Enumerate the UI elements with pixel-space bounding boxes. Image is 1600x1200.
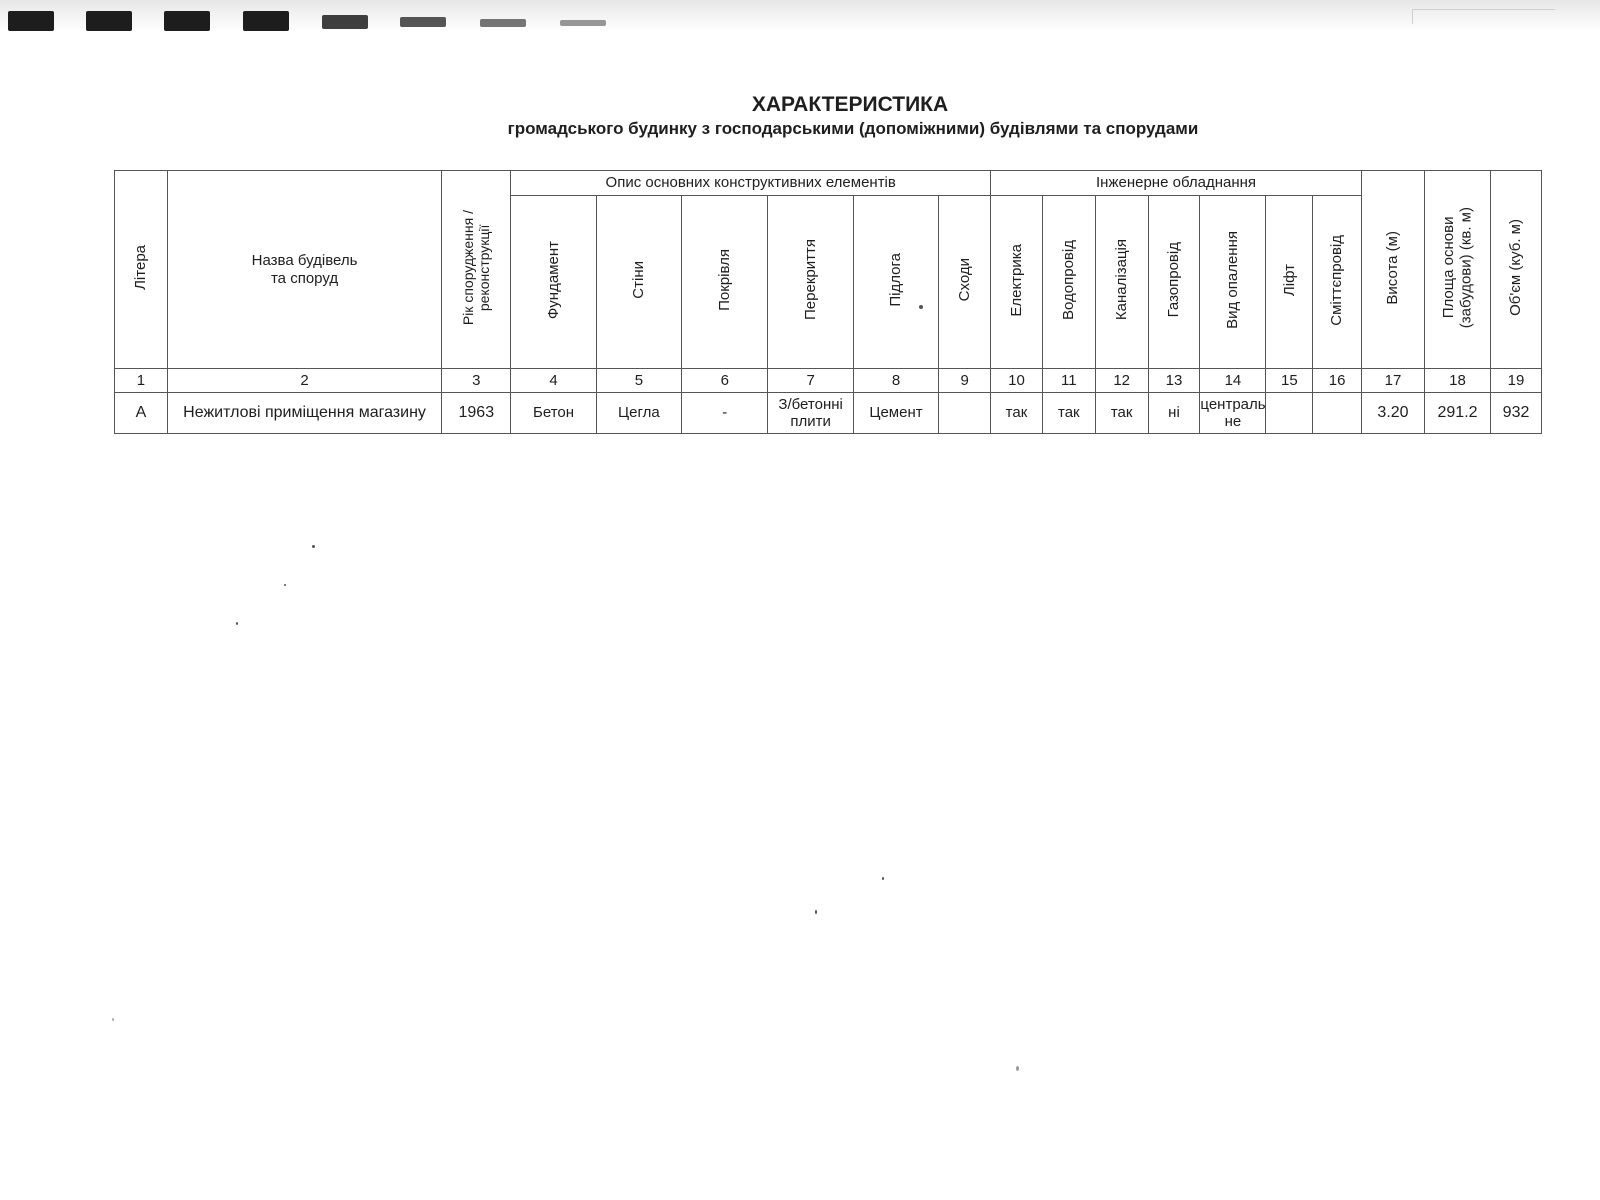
column-number: 10 (991, 369, 1043, 393)
scan-speck (919, 305, 923, 309)
header-lift: Ліфт (1266, 196, 1313, 369)
binding-hole (322, 15, 368, 29)
cell-name: Нежитлові приміщення магазину (167, 393, 441, 434)
column-number: 12 (1095, 369, 1148, 393)
column-number: 6 (682, 369, 768, 393)
column-number: 7 (768, 369, 853, 393)
column-number: 18 (1425, 369, 1491, 393)
cell-water: так (1042, 393, 1095, 434)
binding-hole (560, 20, 606, 26)
header-height: Висота (м) (1362, 171, 1425, 369)
scan-speck (1016, 1066, 1019, 1071)
scan-top-edge (0, 0, 1600, 32)
characteristics-table (114, 170, 1542, 434)
header-stairs: Сходи (939, 196, 991, 369)
cell-litera: А (115, 393, 168, 434)
header-foundation: Фундамент (511, 196, 596, 369)
scan-speck (312, 545, 315, 548)
cell-height: 3.20 (1362, 393, 1425, 434)
scan-speck (112, 1018, 114, 1021)
column-number: 14 (1200, 369, 1266, 393)
header-base-area: Площа основи (забудови) (кв. м) (1425, 171, 1491, 369)
column-number: 19 (1491, 369, 1542, 393)
cell-foundation: Бетон (511, 393, 596, 434)
header-roof: Покрівля (682, 196, 768, 369)
column-number: 1 (115, 369, 168, 393)
column-number: 15 (1266, 369, 1313, 393)
header-sewer: Каналізація (1095, 196, 1148, 369)
header-gas: Газопровід (1148, 196, 1200, 369)
header-engineering-group: Інженерне обладнання (991, 171, 1362, 196)
scan-speck (882, 877, 884, 880)
cell-floor: Цемент (853, 393, 938, 434)
column-number: 17 (1362, 369, 1425, 393)
binding-hole (400, 17, 446, 27)
header-volume: Об'єм (куб. м) (1491, 171, 1542, 369)
column-number: 11 (1042, 369, 1095, 393)
column-number: 4 (511, 369, 596, 393)
binding-hole (480, 19, 526, 27)
cell-year: 1963 (442, 393, 511, 434)
scan-speck (815, 910, 817, 914)
header-water: Водопровід (1042, 196, 1095, 369)
cell-heating: централь не (1200, 393, 1266, 434)
cell-base-area: 291.2 (1425, 393, 1491, 434)
cell-sewer: так (1095, 393, 1148, 434)
cell-floor-slabs: З/бетонні плити (768, 393, 853, 434)
binding-hole (8, 11, 54, 31)
document-subtitle: громадського будинку з господарськими (допоміжними) будівлями та спорудами (507, 119, 1199, 138)
cell-lift (1266, 393, 1313, 434)
column-number: 8 (853, 369, 938, 393)
column-number: 3 (442, 369, 511, 393)
header-year: Рік спорудження / реконструкції (442, 171, 511, 369)
header-floor-slabs: Перекриття (768, 196, 853, 369)
header-name: Назва будівель та споруд (167, 171, 441, 369)
header-litera: Літера (115, 171, 168, 369)
scan-speck (236, 622, 238, 625)
column-number: 9 (939, 369, 991, 393)
header-garbage-chute: Сміттєпровід (1313, 196, 1362, 369)
binding-hole (243, 11, 289, 31)
column-number: 2 (167, 369, 441, 393)
header-electric: Електрика (991, 196, 1043, 369)
column-number: 5 (596, 369, 681, 393)
header-heating: Вид опалення (1200, 196, 1266, 369)
cell-roof: - (682, 393, 768, 434)
cell-electric: так (991, 393, 1043, 434)
document-title: ХАРАКТЕРИСТИКА (751, 93, 949, 116)
header-construction-group: Опис основних конструктивних елементів (511, 171, 991, 196)
cell-volume: 932 (1491, 393, 1542, 434)
cell-walls: Цегла (596, 393, 681, 434)
cell-stairs (939, 393, 991, 434)
column-number: 13 (1148, 369, 1200, 393)
header-walls: Стіни (596, 196, 681, 369)
cell-garbage-chute (1313, 393, 1362, 434)
corner-stamp-box (1412, 9, 1555, 24)
scan-speck (284, 584, 286, 586)
binding-hole (164, 11, 210, 31)
column-number-row (115, 369, 1542, 393)
header-floor: Підлога (853, 196, 938, 369)
cell-gas: ні (1148, 393, 1200, 434)
binding-hole (86, 11, 132, 31)
column-number: 16 (1313, 369, 1362, 393)
table-row (115, 393, 1542, 434)
